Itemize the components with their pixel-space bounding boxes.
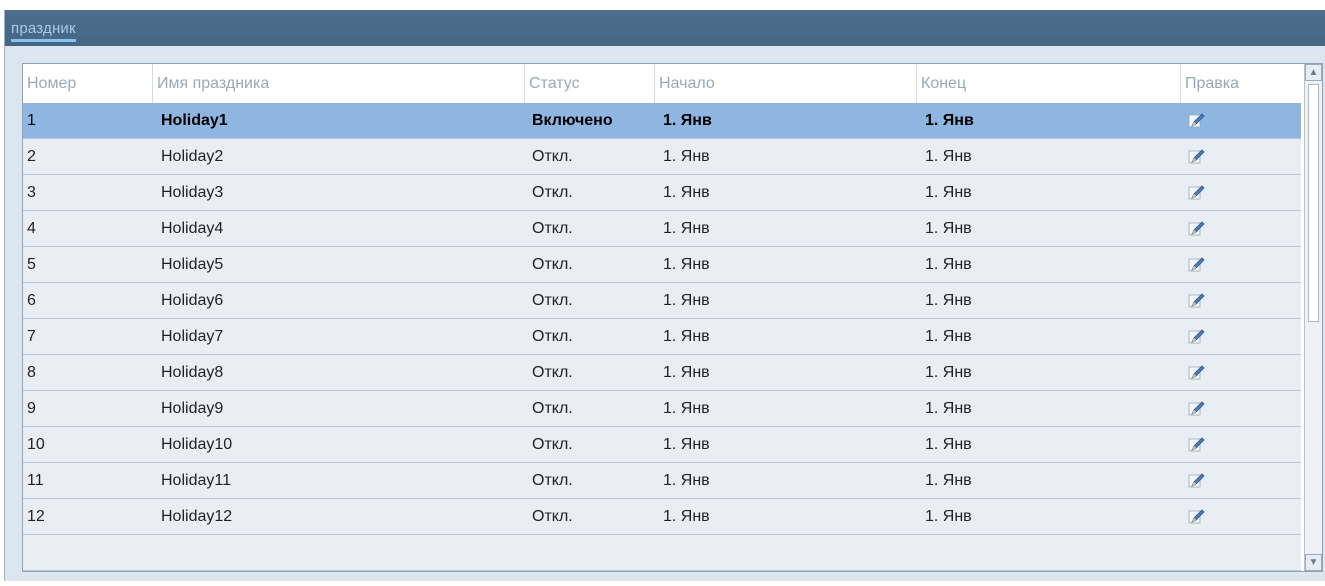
cell-status: Откл. [532, 184, 573, 201]
edit-icon[interactable] [1187, 148, 1205, 166]
cell-status: Откл. [532, 400, 573, 417]
cell-start: 1. Янв [663, 184, 710, 201]
cell-number: 3 [27, 184, 36, 201]
cell-end: 1. Янв [925, 436, 972, 453]
table-row[interactable] [23, 319, 1301, 355]
cell-number: 1 [27, 112, 36, 129]
header-end[interactable]: Конец [917, 64, 1181, 103]
cell-end: 1. Янв [925, 292, 972, 309]
holiday-table [22, 63, 1323, 572]
cell-start: 1. Янв [663, 364, 710, 381]
header-holiday-name[interactable]: Имя праздника [153, 64, 525, 103]
cell-start: 1. Янв [663, 472, 710, 489]
cell-holiday-name: Holiday7 [161, 328, 224, 345]
cell-end: 1. Янв [925, 184, 972, 201]
table-row-partial[interactable] [23, 535, 1301, 571]
edit-icon[interactable] [1187, 472, 1205, 490]
cell-holiday-name: Holiday4 [161, 220, 224, 237]
table-row[interactable] [23, 355, 1301, 391]
cell-holiday-name: Holiday5 [161, 256, 224, 273]
cell-number: 6 [27, 292, 36, 309]
cell-number: 12 [27, 508, 45, 525]
header-status[interactable]: Статус [525, 64, 655, 103]
scroll-down-icon[interactable]: ▼ [1305, 554, 1322, 571]
cell-status: Откл. [532, 256, 573, 273]
edit-icon[interactable] [1187, 436, 1205, 454]
cell-number: 4 [27, 220, 36, 237]
cell-end: 1. Янв [925, 220, 972, 237]
header-number[interactable]: Номер [23, 64, 153, 103]
cell-status: Откл. [532, 148, 573, 165]
cell-end: 1. Янв [925, 364, 972, 381]
table-row[interactable] [23, 247, 1301, 283]
cell-end: 1. Янв [925, 112, 974, 129]
cell-status: Откл. [532, 328, 573, 345]
table-row[interactable] [23, 499, 1301, 535]
cell-number: 5 [27, 256, 36, 273]
cell-end: 1. Янв [925, 328, 972, 345]
cell-start: 1. Янв [663, 328, 710, 345]
cell-holiday-name: Holiday11 [161, 472, 231, 489]
cell-holiday-name: Holiday2 [161, 148, 224, 165]
cell-holiday-name: Holiday3 [161, 184, 224, 201]
table-row[interactable] [23, 211, 1301, 247]
cell-holiday-name: Holiday9 [161, 400, 224, 417]
cell-start: 1. Янв [663, 148, 710, 165]
table-row[interactable] [23, 427, 1301, 463]
edit-icon[interactable] [1187, 292, 1205, 310]
table-row[interactable] [23, 175, 1301, 211]
cell-number: 7 [27, 328, 36, 345]
cell-holiday-name: Holiday6 [161, 292, 224, 309]
cell-number: 9 [27, 400, 36, 417]
cell-start: 1. Янв [663, 112, 712, 129]
cell-end: 1. Янв [925, 508, 972, 525]
scroll-up-icon[interactable]: ▲ [1305, 64, 1322, 81]
table-body [23, 103, 1301, 571]
cell-end: 1. Янв [925, 148, 972, 165]
edit-icon[interactable] [1187, 508, 1205, 526]
cell-start: 1. Янв [663, 220, 710, 237]
edit-icon[interactable] [1187, 112, 1205, 130]
table-header [23, 64, 1301, 104]
cell-holiday-name: Holiday8 [161, 364, 224, 381]
header-edit[interactable]: Правка [1185, 75, 1240, 92]
cell-status: Откл. [532, 508, 573, 525]
cell-end: 1. Янв [925, 472, 972, 489]
cell-status: Включено [532, 112, 613, 129]
edit-icon[interactable] [1187, 256, 1205, 274]
cell-number: 2 [27, 148, 36, 165]
cell-start: 1. Янв [663, 508, 710, 525]
table-row[interactable] [23, 463, 1301, 499]
tab-bar [5, 10, 1325, 46]
cell-status: Откл. [532, 292, 573, 309]
cell-status: Откл. [532, 220, 573, 237]
cell-start: 1. Янв [663, 400, 710, 417]
cell-start: 1. Янв [663, 256, 710, 273]
table-row[interactable] [23, 391, 1301, 427]
cell-status: Откл. [532, 436, 573, 453]
table-row[interactable] [23, 103, 1301, 139]
cell-number: 10 [27, 436, 45, 453]
tab-holiday[interactable]: праздник [11, 20, 76, 42]
header-start[interactable]: Начало [655, 64, 917, 103]
vertical-scrollbar[interactable] [1304, 64, 1322, 571]
edit-icon[interactable] [1187, 400, 1205, 418]
cell-start: 1. Янв [663, 436, 710, 453]
cell-status: Откл. [532, 472, 573, 489]
table-row[interactable] [23, 139, 1301, 175]
holiday-panel [4, 10, 1325, 581]
table-row[interactable] [23, 283, 1301, 319]
cell-number: 8 [27, 364, 36, 381]
cell-number: 11 [27, 472, 44, 489]
cell-holiday-name: Holiday10 [161, 436, 233, 453]
cell-status: Откл. [532, 364, 573, 381]
edit-icon[interactable] [1187, 364, 1205, 382]
cell-holiday-name: Holiday12 [161, 508, 233, 525]
scroll-thumb[interactable] [1308, 84, 1319, 322]
cell-start: 1. Янв [663, 292, 710, 309]
edit-icon[interactable] [1187, 220, 1205, 238]
cell-end: 1. Янв [925, 256, 972, 273]
cell-holiday-name: Holiday1 [161, 112, 228, 129]
edit-icon[interactable] [1187, 184, 1205, 202]
edit-icon[interactable] [1187, 328, 1205, 346]
cell-end: 1. Янв [925, 400, 972, 417]
